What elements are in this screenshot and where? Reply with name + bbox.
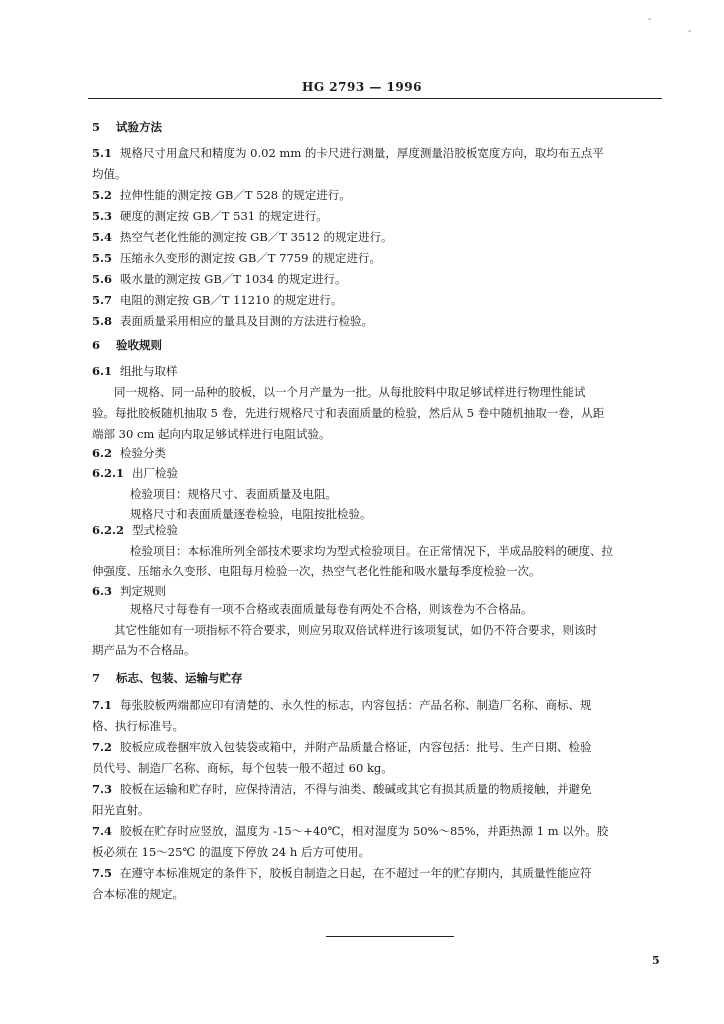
paragraph-line: 验。每批胶板随机抽取 5 卷，先进行规格尺寸和表面质量的检验，然后从 5 卷中随机抽取一卷，从距 [92,406,605,420]
clause: 7.2 胶板应成卷捆牢放入包装袋或箱中，并附产品质量合格证，内容包括：批号、生产日期、检验 [92,740,592,754]
paragraph-line: 端部 30 cm 起向内取足够试样进行电阻试验。 [92,427,331,441]
paragraph-line: 检验项目：本标准所列全部技术要求均为型式检验项目。在正常情况下，半成品胶料的硬度、拉 [130,544,613,558]
clause: 5.8 表面质量采用相应的量具及目测的方法进行检验。 [92,314,374,328]
page-number: 5 [652,954,660,967]
paragraph-line: 期产品为不合格品。 [92,643,196,657]
clause-continuation: 员代号、制造厂名称、商标，每个包装一般不超过 60 kg。 [92,761,393,775]
paragraph-line: 同一规格、同一品种的胶板，以一个月产量为一批。从每批胶料中取足够试样进行物理性能试 [114,385,586,399]
clause: 5.5 压缩永久变形的测定按 GB／T 7759 的规定进行。 [92,251,382,265]
subsection-heading: 6.2.2 型式检验 [92,523,179,537]
clause-continuation: 均值。 [92,167,127,181]
clause: 5.4 热空气老化性能的测定按 GB／T 3512 的规定进行。 [92,230,393,244]
clause: 7.4 胶板在贮存时应竖放，温度为 -15～+40℃，相对湿度为 50%～85%，并距热源 1 m 以外。胶 [92,824,609,838]
clause-continuation: 格、执行标准号。 [92,719,184,733]
section-heading: 7 标志、包装、运输与贮存 [92,671,243,685]
clause: 7.3 胶板在运输和贮存时，应保持清洁，不得与油类、酸碱或其它有损其质量的物质接触，并避免 [92,782,592,796]
standard-code: HG 2793 — 1996 [302,80,422,94]
clause: 5.2 拉伸性能的测定按 GB／T 528 的规定进行。 [92,188,351,202]
paragraph-line: 伸强度、压缩永久变形、电阻每月检验一次，热空气老化性能和吸水量每季度检验一次。 [92,564,541,578]
paragraph-line: 其它性能如有一项指标不符合要求，则应另取双倍试样进行该项复试，如仍不符合要求，则该时 [114,623,597,637]
clause: 7.5 在遵守本标准规定的条件下，胶板自制造之日起，在不超过一年的贮存期内，其质量性能应符 [92,866,592,880]
clause: 5.3 硬度的测定按 GB／T 531 的规定进行。 [92,209,328,223]
clause: 5.7 电阻的测定按 GB／T 11210 的规定进行。 [92,293,343,307]
corner-mark: - [688,26,692,37]
clause-continuation: 合本标准的规定。 [92,887,184,901]
section-heading: 6 验收规则 [92,338,163,352]
end-of-text-rule [326,936,454,937]
clause-continuation: 板必须在 15～25℃ 的温度下停放 24 h 后方可使用。 [92,845,370,859]
subsection-heading: 6.2 检验分类 [92,446,167,460]
subsection-heading: 6.3 判定规则 [92,584,167,598]
clause: 5.1 规格尺寸用盒尺和精度为 0.02 mm 的卡尺进行测量，厚度测量沿胶板宽度方向，取均布五点平 [92,146,604,160]
paragraph-line: 检验项目：规格尺寸、表面质量及电阻。 [130,487,337,501]
subsection-heading: 6.2.1 出厂检验 [92,466,179,480]
paragraph-line: 规格尺寸每卷有一项不合格或表面质量每卷有两处不合格，则该卷为不合格品。 [130,602,533,616]
clause: 5.6 吸水量的测定按 GB／T 1034 的规定进行。 [92,272,347,286]
header-divider [88,98,662,99]
subsection-heading: 6.1 组批与取样 [92,364,178,378]
paragraph-line: 规格尺寸和表面质量逐卷检验，电阻按批检验。 [130,507,372,521]
section-heading: 5 试验方法 [92,120,163,134]
corner-mark: - [648,14,652,25]
clause-continuation: 阳光直射。 [92,803,150,817]
clause: 7.1 每张胶板两端都应印有清楚的、永久性的标志，内容包括：产品名称、制造厂名称、商标、规 [92,698,592,712]
